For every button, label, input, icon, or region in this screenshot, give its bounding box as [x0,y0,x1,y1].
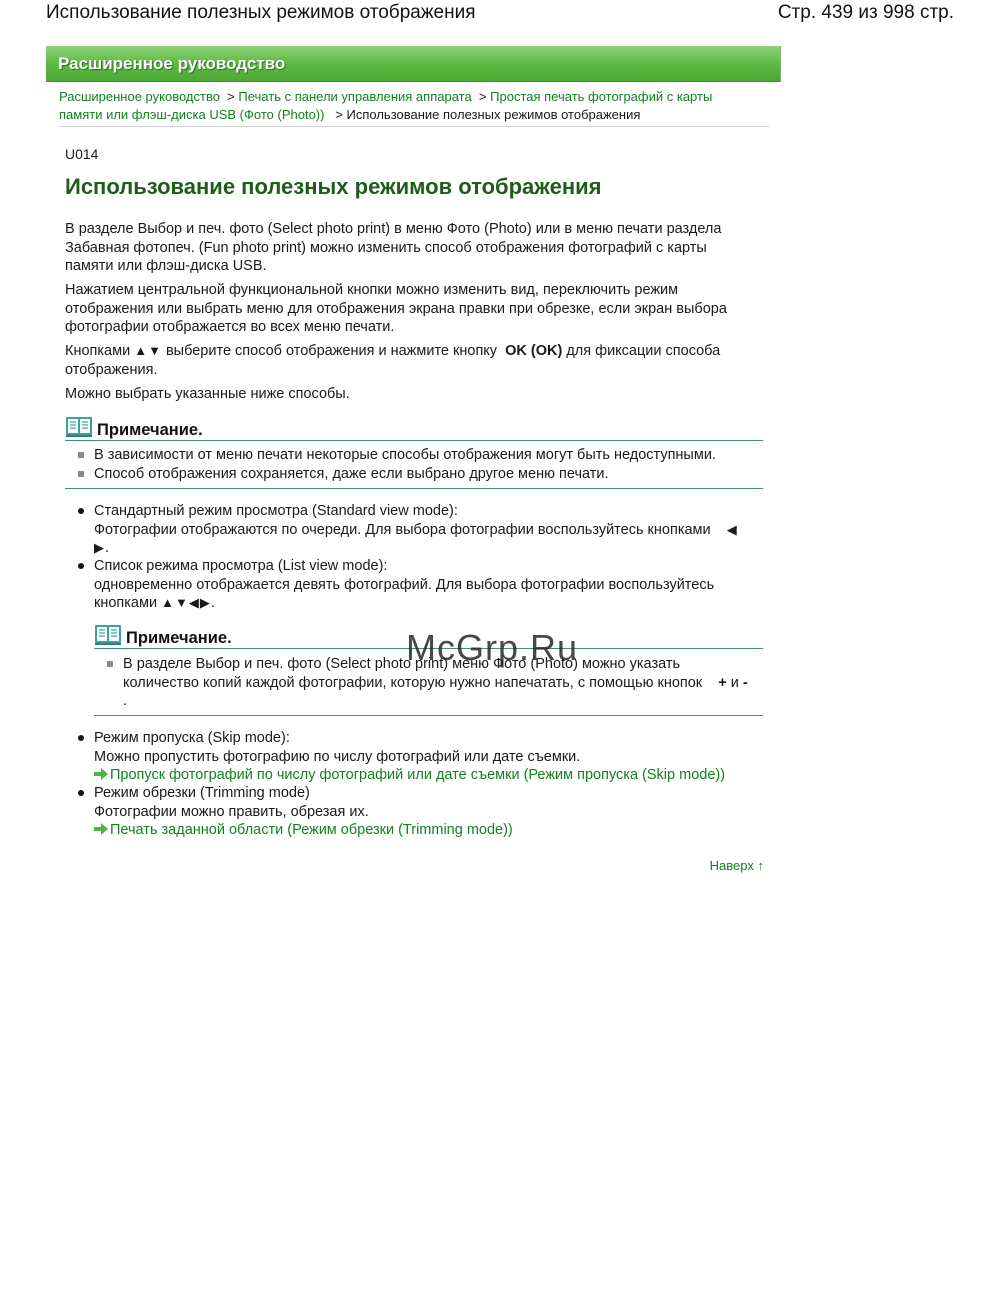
mode-desc: Фотографии отображаются по очереди. Для выбора фотографии воспользуйтесь кнопками [94,521,711,538]
four-arrows-icon: ▲▼◀▶ [161,595,211,610]
buttons-paragraph [65,342,765,379]
text-line: Кнопками [65,343,131,359]
skip-mode-link-text: Пропуск фотографий по числу фотографий или дате съемки (Режим пропуска (Skip mode)) [110,767,726,783]
green-arrow-icon [94,768,108,780]
text-line: В разделе Выбор и печ. фото (Select photo print) меню Фото (Photo) можно указать [123,656,681,672]
note-bottom-rule [65,488,763,489]
mode-desc: кнопками [94,595,158,611]
page-title: Использование полезных режимов отображения [65,174,602,199]
breadcrumb-current: Использование полезных режимов отображения [346,107,641,122]
mode-desc: Фотографии можно править, обрезая их. [94,803,369,820]
mode-skip [94,729,764,785]
breadcrumb-separator: > [335,107,343,122]
note-item: Способ отображения сохраняется, даже если выбрано другое меню печати. [94,466,609,482]
function-button-paragraph [65,281,765,337]
text-line: выберите способ отображения и нажмите кнопку [165,343,498,359]
text-line: В разделе Выбор и печ. фото (Select photo print) в меню Фото (Photo) или в меню печати раздела [65,221,722,237]
mode-trimming [94,784,764,840]
text-line: для фиксации способа [566,343,721,359]
breadcrumb-link-panel-printing[interactable]: Печать с панели управления аппарата [238,89,472,104]
text-line: отображения или выбрать меню для отображения экрана правки при обрезке, если экран выбора [65,300,727,317]
text-line: памяти или флэш-диска USB. [65,258,267,274]
note-heading-label: Примечание. [97,421,203,439]
list-bullet [78,735,84,741]
up-down-arrows-icon: ▲▼ [134,343,162,358]
breadcrumb-separator: > [227,89,235,104]
text-line: Забавная фотопеч. (Fun photo print) можно изменить способ отображения фотографий с карты [65,239,707,256]
right-arrow-icon: ▶ [94,540,105,555]
book-icon [65,416,93,438]
note-bottom-rule [94,715,763,716]
trimming-mode-link[interactable] [94,822,513,838]
section-banner [46,46,781,82]
text-line: фотографии отображается во всех меню печати. [65,319,395,335]
green-arrow-icon [94,823,108,835]
up-arrow-icon: ↑ [757,858,764,873]
mode-list [94,557,764,613]
trimming-mode-link-text: Печать заданной области (Режим обрезки (Trimming mode)) [110,822,513,838]
text-end: . [123,693,128,709]
text-line: Нажатием центральной функциональной кнопки можно изменить вид, переключить режим [65,282,679,298]
breadcrumb-divider [59,126,769,127]
minus-button-label: - [742,674,748,691]
mode-title: Список режима просмотра (List view mode): [94,558,388,574]
back-to-top-link[interactable] [710,858,764,873]
intro-paragraph [65,220,765,276]
mode-standard [94,502,764,558]
back-to-top-label: Наверх [709,858,754,873]
mode-desc: одновременно отображается девять фотографий. Для выбора фотографии воспользуйтесь [94,576,715,593]
breadcrumb-separator: > [478,89,487,104]
note-item-marker [78,452,84,458]
mode-title: Стандартный режим просмотра (Standard view mode): [94,503,458,519]
watermark: McGrp.Ru [406,627,579,668]
note-heading-label: Примечание. [126,629,232,647]
text-line: количество копий каждой фотографии, которую нужно напечатать, с помощью кнопок [123,674,703,691]
text-line: отображения. [65,361,158,378]
breadcrumb-link-photo-printing-cont[interactable]: памяти или флэш-диска USB (Фото (Photo)) [59,107,325,122]
text-end: . [210,595,215,611]
breadcrumb-link-photo-printing[interactable]: Простая печать фотографий с карты [490,89,713,104]
breadcrumb-link-advanced-guide[interactable]: Расширенное руководство [59,89,220,104]
text-line: и [730,674,739,691]
page-counter: Стр. 439 из 998 стр. [777,2,954,23]
page-header-title: Использование полезных режимов отображения [46,2,476,23]
mode-title: Режим пропуска (Skip mode): [94,730,290,746]
doc-id: U014 [65,146,99,162]
note-heading [65,416,203,440]
list-bullet [78,563,84,569]
note-top-rule [65,440,763,441]
plus-button-label: + [718,674,727,691]
note-item-marker [78,471,84,477]
list-bullet [78,508,84,514]
breadcrumb [59,88,771,124]
note-heading [94,624,232,648]
banner-label: Расширенное руководство [58,54,286,73]
note-item-marker [107,661,113,667]
list-bullet [78,790,84,796]
left-arrow-icon: ◀ [726,521,738,537]
mode-desc: Можно пропустить фотографию по числу фотографий или дате съемки. [94,748,581,765]
ok-button-label: OK (OK) [505,343,563,359]
book-icon [94,624,122,646]
methods-intro: Можно выбрать указанные ниже способы. [65,386,350,402]
mode-title: Режим обрезки (Trimming mode) [94,785,310,801]
skip-mode-link[interactable] [94,767,725,783]
text-end: . [105,540,110,556]
note-item: В зависимости от меню печати некоторые способы отображения могут быть недоступными. [94,447,716,463]
